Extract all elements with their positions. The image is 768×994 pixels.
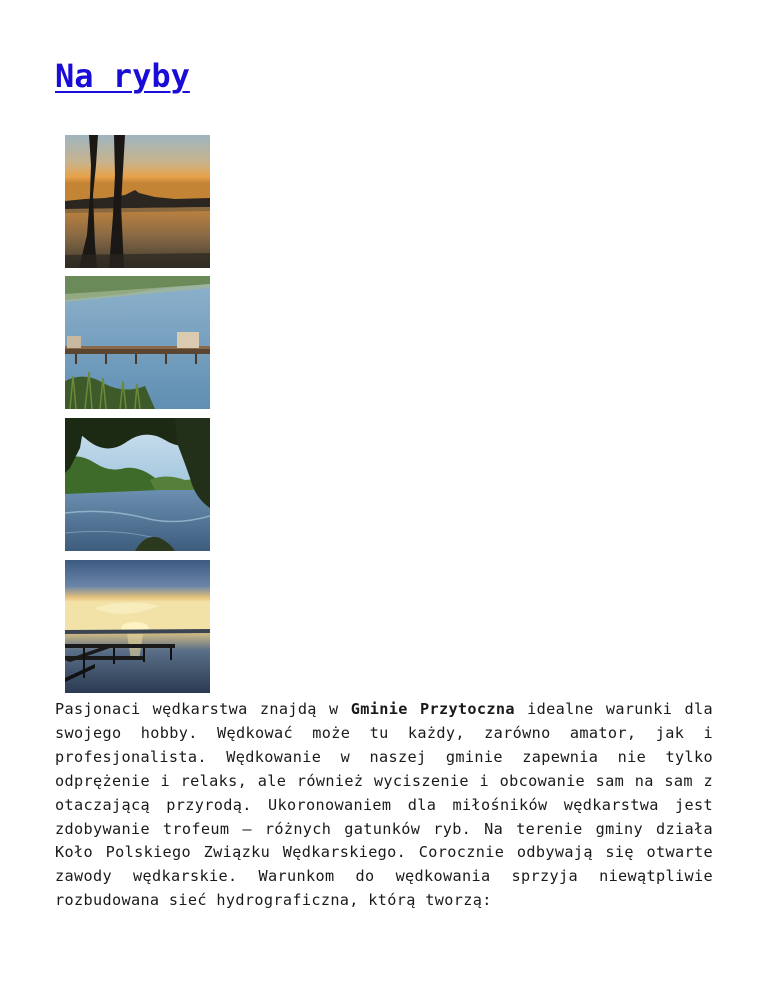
article-paragraph: [55, 698, 713, 913]
paragraph-bold-gmina: Gminie Przytoczna: [350, 700, 515, 718]
photo-river-trees: [65, 418, 210, 551]
photo-sunset-lake: [65, 135, 210, 268]
paragraph-text-rest: idealne warunki dla swojego hobby. Wędkować może tu każdy, zarówno amator, jak i profesjonalista. Wędkowanie w naszej gminie zapewnia nie tylko odprężenie i relaks, ale również wyciszenie i obcowanie sam na sam z otaczającą przyrodą. Ukoronowaniem dla miłośników wędkarstwa jest zdobywanie trofeum – różnych gatunków ryb. Na terenie gminy działa Koło Polskiego Związku Wędkarskiego. Corocznie odbywają się otwarte zawody wędkarskie. Warunkom do wędkowania sprzyja niewątpliwie rozbudowana sieć hydrograficzna, którą tworzą:: [55, 700, 713, 910]
title-link[interactable]: Na ryby: [55, 57, 190, 95]
photo-sunset-pier: [65, 560, 210, 693]
paragraph-text-start: Pasjonaci wędkarstwa znajdą w: [55, 700, 351, 718]
page-title: [55, 52, 190, 100]
photo-lake-pier: [65, 276, 210, 409]
